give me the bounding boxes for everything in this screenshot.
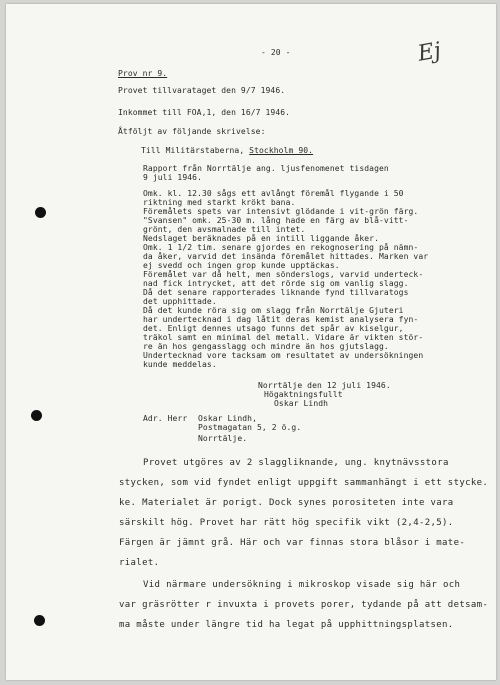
letter-body-line: Omk. kl. 12.30 sågs ett avlångt föremål flygande i 50 xyxy=(143,189,404,198)
findings-line: Vid närmare undersökning i mikroskop visade sig här och xyxy=(143,580,461,590)
letter-body-line: har undertecknad i dag låtit deras kemist analysera fyn- xyxy=(143,315,419,324)
address-line: Norrtälje. xyxy=(198,434,248,443)
letter-body-line: Föremålets spets var intensivt glödande i vit-grön färg. xyxy=(143,207,419,216)
letter-body-line: riktning med starkt krökt bana. xyxy=(143,198,296,207)
findings-line: Provet utgöres av 2 slaggliknande, ung. knytnävsstora xyxy=(143,458,449,468)
letter-body-line: "Svansen" omk. 25-30 m. lång hade en färg av blå-vitt- xyxy=(143,216,409,225)
received-line: Provet tillvarataget den 9/7 1946. xyxy=(118,86,286,95)
letter-body-line: Undertecknad vore tacksam om resultatet av undersökningen xyxy=(143,351,424,360)
place-date: Norrtälje den 12 juli 1946. xyxy=(258,381,391,390)
closing: Högaktningsfullt xyxy=(264,390,343,399)
address-line: Postmagatan 5, 2 ö.g. xyxy=(198,423,302,432)
address-line: Oskar Lindh, xyxy=(198,414,257,423)
letter-body-line: Då det kunde röra sig om slagg från Norrtälje Gjuteri xyxy=(143,306,404,315)
punch-hole xyxy=(35,207,46,218)
letter-body-line: da åker, varvid det insända föremålet hittades. Marken var xyxy=(143,252,429,261)
letter-body-line: det. Enligt dennes utsago funns det spår av kiselgur, xyxy=(143,324,404,333)
letter-body-line: re än hos gengasslagg och mindre än hos gjutslagg. xyxy=(143,342,389,351)
letter-body-line: Föremålet var då helt, men sönderslogs, varvid underteck- xyxy=(143,270,424,279)
letter-body-line: det upphittade. xyxy=(143,297,217,306)
accompanied-line: Åtföljt av följande skrivelse: xyxy=(118,127,266,136)
letter-body-line: nad fick intrycket, att det rörde sig om vanlig slagg. xyxy=(143,279,409,288)
page-number: - 20 - xyxy=(261,48,291,57)
letter-body-line: grönt, den avsmalnade till intet. xyxy=(143,225,306,234)
letter-body-line: träkol samt en minimal del metall. Vidare är vikten stör- xyxy=(143,333,424,342)
signature: Oskar Lindh xyxy=(274,399,329,408)
findings-line: var gräsrötter r invuxta i provets porer, tydande på att detsam- xyxy=(119,600,489,610)
document-page xyxy=(6,4,496,680)
findings-line: särskilt hög. Provet har rätt hög specifik vikt (2,4-2,5). xyxy=(119,518,454,528)
letter-body-line: Omk. 1 1/2 tim. senare gjordes en rekognosering på nämn- xyxy=(143,243,419,252)
handwritten-mark: Ej xyxy=(416,38,443,67)
letter-subject-line: Rapport från Norrtälje ang. ljusfenomenet tisdagen xyxy=(143,164,389,173)
arrived-line: Inkommet till FOA,1, den 16/7 1946. xyxy=(118,108,291,117)
address-label: Adr. Herr xyxy=(143,414,188,423)
letter-body-line: ej svedd och ingen grop kunde upptäckas. xyxy=(143,261,340,270)
findings-line: rialet. xyxy=(119,558,160,568)
letter-body-line: Nedslaget beräknades på en intill liggande åker. xyxy=(143,234,379,243)
findings-line: stycken, som vid fyndet enligt uppgift sammanhängt i ett stycke. xyxy=(119,478,489,488)
addressee xyxy=(141,146,313,155)
findings-line: ke. Materialet är porigt. Dock synes porositeten inte vara xyxy=(119,498,454,508)
findings-line: Färgen är jämnt grå. Här och var finnas stora blåsor i mate- xyxy=(119,538,466,548)
sample-title: Prov nr 9. xyxy=(118,69,168,78)
letter-body-line: Då det senare rapporterades liknande fynd tillvaratogs xyxy=(143,288,409,297)
punch-hole xyxy=(34,615,45,626)
addressee-prefix: Till Militärstaberna, xyxy=(141,146,250,155)
addressee-place: Stockholm 90. xyxy=(249,146,314,155)
letter-body-line: kunde meddelas. xyxy=(143,360,217,369)
findings-line: ma måste under längre tid ha legat på upphittningsplatsen. xyxy=(119,620,454,630)
punch-hole xyxy=(31,410,42,421)
letter-subject-line: 9 juli 1946. xyxy=(143,173,202,182)
